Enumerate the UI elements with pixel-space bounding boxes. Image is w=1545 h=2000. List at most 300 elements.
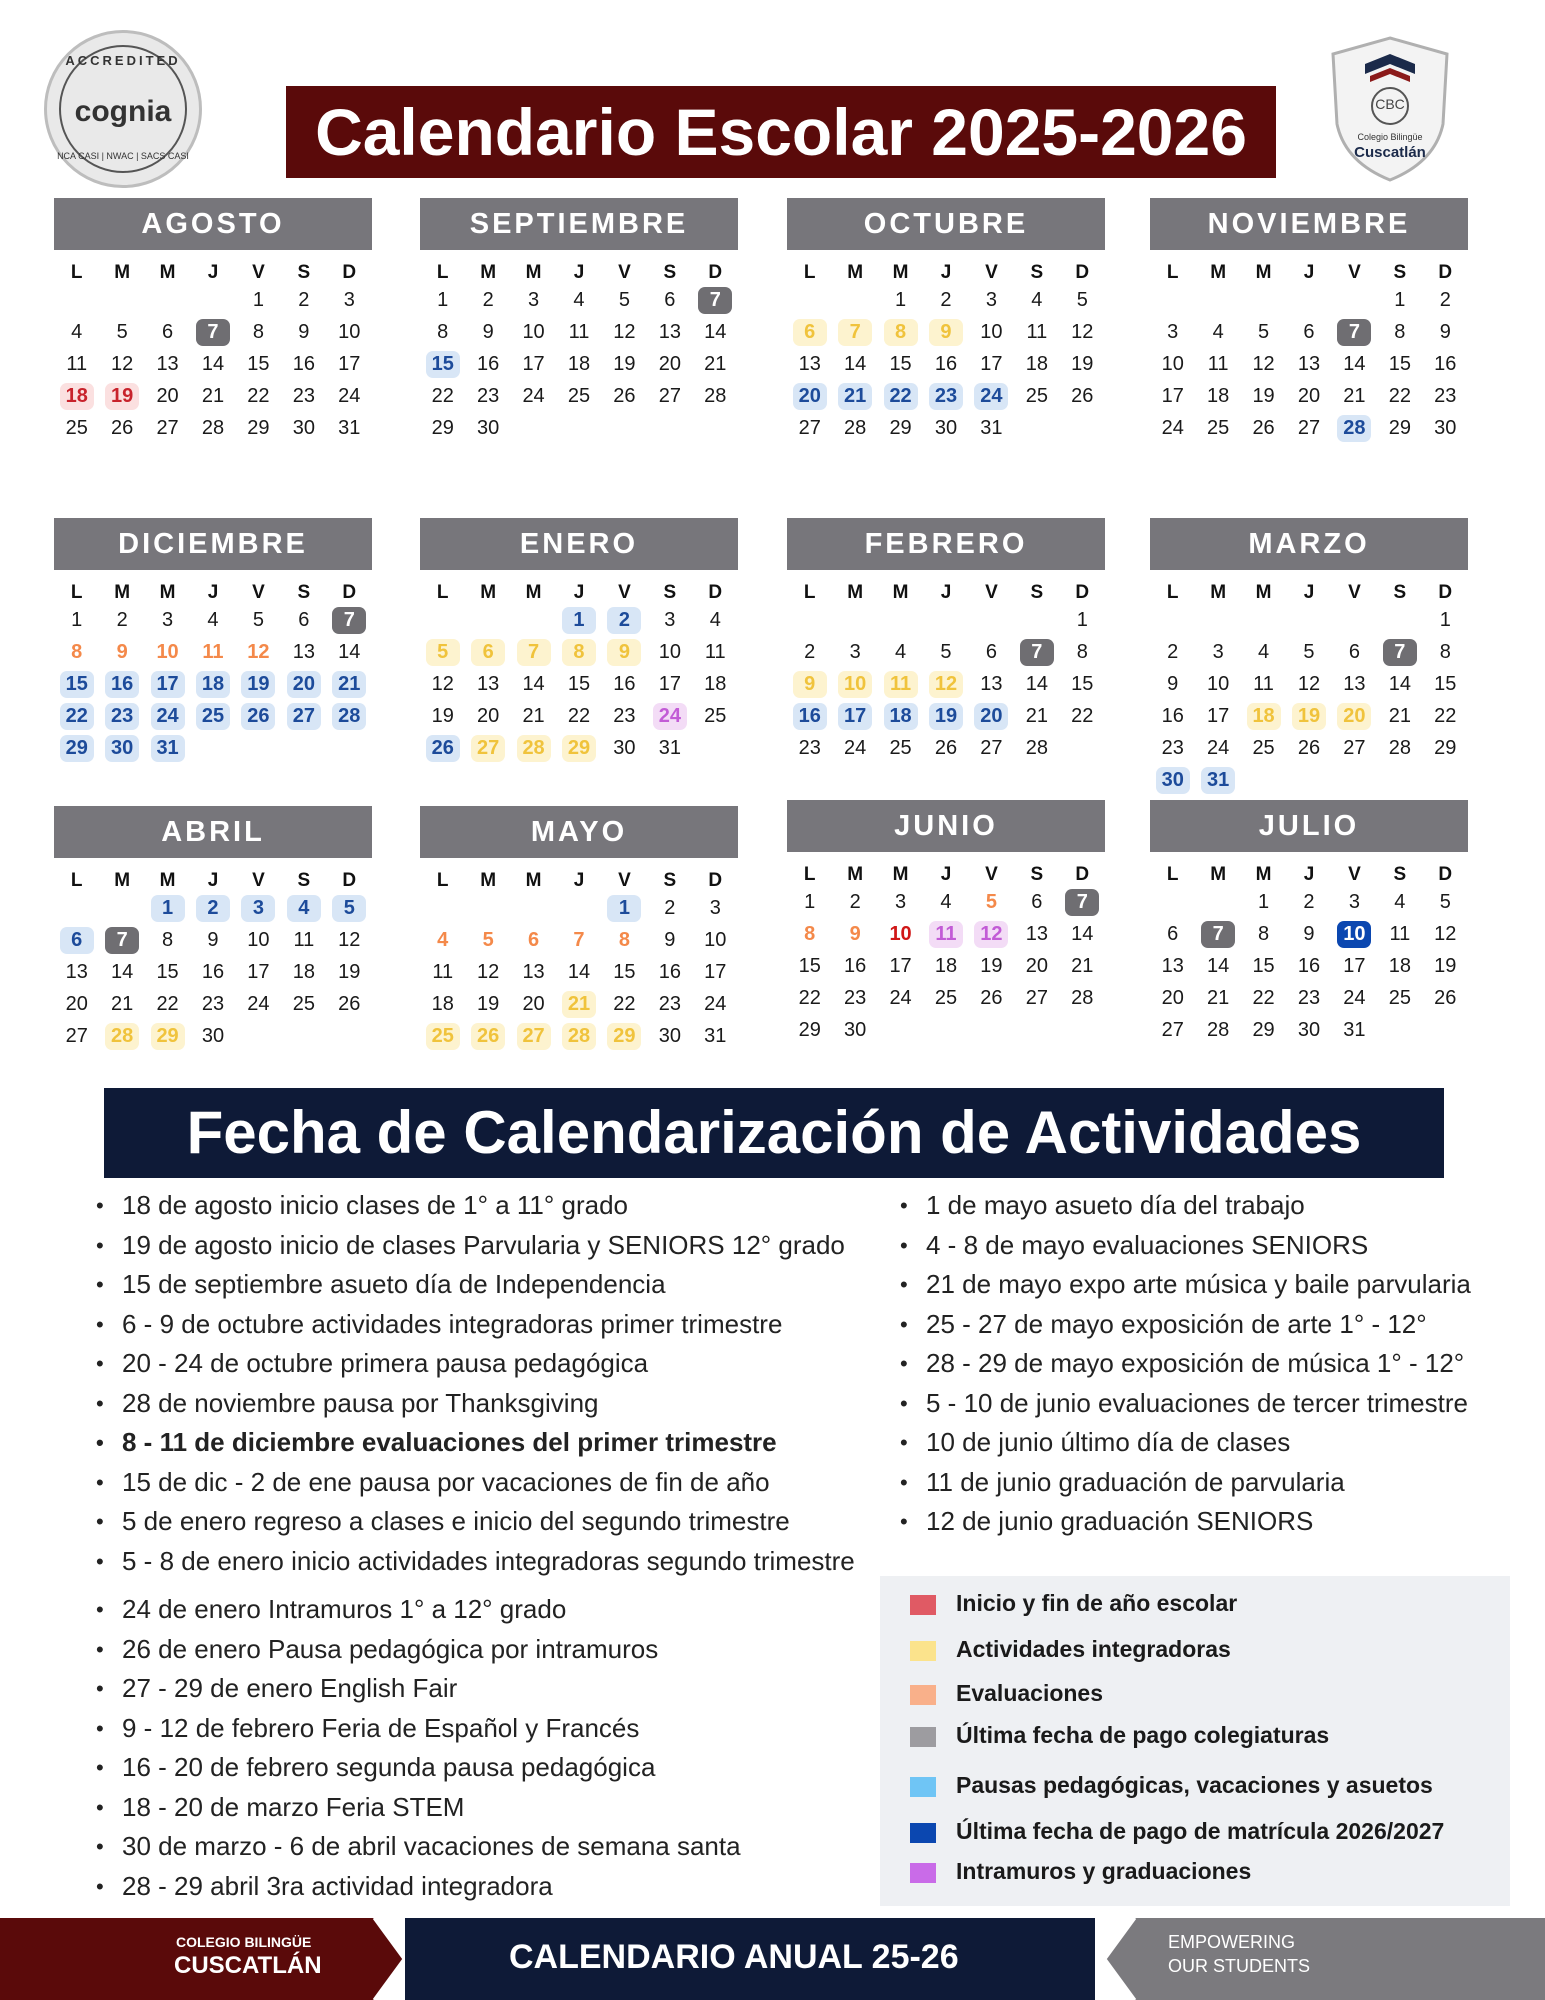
activity-item: • 27 - 29 de enero English Fair xyxy=(96,1669,741,1709)
day-number: 10 xyxy=(658,640,681,663)
day-number: 3 xyxy=(1348,890,1360,913)
legend-swatch xyxy=(910,1641,936,1661)
day-number: 17 xyxy=(889,954,912,977)
day-number: 4 xyxy=(709,608,721,631)
day-number: 18 xyxy=(1025,352,1048,375)
day-number: 20 xyxy=(287,671,321,698)
day-number: 27 xyxy=(1025,986,1048,1009)
day-number: 19 xyxy=(980,954,1003,977)
day-number: 14 xyxy=(111,960,134,983)
day-cell xyxy=(54,636,99,668)
day-cell xyxy=(969,636,1014,668)
day-number: 6 xyxy=(664,288,676,311)
day-cell xyxy=(420,412,465,444)
day-number: 16 xyxy=(1161,704,1184,727)
day-number: 13 xyxy=(980,672,1003,695)
day-cell xyxy=(602,1020,647,1052)
weekday-label: D xyxy=(1438,582,1453,603)
day-number: 9 xyxy=(838,921,872,948)
empty-cell xyxy=(1377,604,1422,636)
month-header: DICIEMBRE xyxy=(54,518,372,570)
day-number: 23 xyxy=(1297,986,1321,1009)
day-cell xyxy=(693,348,738,380)
day-number: 28 xyxy=(844,416,867,439)
day-cell xyxy=(145,604,190,636)
day-cell xyxy=(1014,348,1059,380)
day-cell xyxy=(465,732,510,764)
day-number: 11 xyxy=(1207,352,1229,375)
day-cell xyxy=(511,316,556,348)
day-number: 15 xyxy=(156,960,179,983)
day-number: 7 xyxy=(1383,639,1417,666)
legend-label: Evaluaciones xyxy=(956,1680,1104,1706)
day-cell xyxy=(1150,380,1195,412)
empty-cell xyxy=(878,604,923,636)
day-number: 19 xyxy=(338,960,361,983)
day-cell xyxy=(465,700,510,732)
day-number: 19 xyxy=(1292,703,1326,730)
days-grid xyxy=(420,604,738,764)
day-cell xyxy=(1241,886,1286,918)
day-cell xyxy=(693,316,738,348)
day-number: 23 xyxy=(658,992,681,1015)
day-cell xyxy=(327,668,372,700)
day-cell xyxy=(878,668,923,700)
day-number: 3 xyxy=(162,608,174,631)
day-cell xyxy=(1241,950,1286,982)
day-cell xyxy=(54,1020,99,1052)
legend-label: Intramuros y graduaciones xyxy=(956,1858,1252,1884)
day-number: 6 xyxy=(60,927,94,954)
day-number: 31 xyxy=(1201,767,1235,794)
day-cell xyxy=(1377,886,1422,918)
day-number: 23 xyxy=(798,736,821,759)
day-number: 10 xyxy=(838,671,872,698)
day-cell xyxy=(99,604,144,636)
day-cell xyxy=(556,316,601,348)
day-cell xyxy=(145,636,190,668)
day-cell xyxy=(969,732,1014,764)
weekday-label: V xyxy=(1348,262,1361,283)
weekday-label: V xyxy=(618,582,631,603)
day-cell xyxy=(832,412,877,444)
day-number: 28 xyxy=(704,384,727,407)
day-number: 28 xyxy=(332,703,366,730)
day-cell xyxy=(1195,950,1240,982)
day-number: 2 xyxy=(298,288,310,311)
day-cell xyxy=(1423,886,1468,918)
day-cell xyxy=(281,380,326,412)
day-cell xyxy=(1150,950,1195,982)
days-grid xyxy=(1150,604,1468,796)
activity-item: • 28 - 29 abril 3ra actividad integradora xyxy=(96,1867,741,1907)
day-cell xyxy=(190,668,235,700)
day-number: 28 xyxy=(1025,736,1048,759)
day-number: 23 xyxy=(1434,384,1457,407)
month-header: MAYO xyxy=(420,806,738,858)
day-number: 26 xyxy=(613,384,636,407)
day-cell xyxy=(420,380,465,412)
empty-cell xyxy=(511,604,556,636)
day-number: 15 xyxy=(1252,954,1275,977)
day-number: 4 xyxy=(287,895,321,922)
day-number: 2 xyxy=(196,895,230,922)
day-cell xyxy=(190,348,235,380)
weekday-label: M xyxy=(114,582,131,603)
day-cell xyxy=(511,636,556,668)
day-cell xyxy=(54,732,99,764)
day-cell xyxy=(99,412,144,444)
day-cell xyxy=(832,316,877,348)
day-cell xyxy=(923,316,968,348)
day-number: 2 xyxy=(849,890,861,913)
empty-cell xyxy=(1332,604,1377,636)
day-cell xyxy=(327,380,372,412)
day-number: 30 xyxy=(658,1024,681,1047)
day-number: 14 xyxy=(338,640,361,663)
day-cell xyxy=(878,348,923,380)
day-number: 14 xyxy=(1025,672,1048,695)
day-cell xyxy=(465,668,510,700)
day-cell xyxy=(1014,700,1059,732)
day-cell xyxy=(511,668,556,700)
activity-item: • 21 de mayo expo arte música y baile parvularia xyxy=(900,1265,1471,1305)
day-cell xyxy=(99,988,144,1020)
footer-tagline-line1: EMPOWERING xyxy=(1168,1932,1296,1952)
day-number: 12 xyxy=(929,671,963,698)
day-cell xyxy=(327,956,372,988)
weekday-row xyxy=(1150,582,1468,604)
footer-arrow-icon xyxy=(360,1918,410,2000)
day-number: 1 xyxy=(151,895,185,922)
empty-cell xyxy=(1195,886,1240,918)
day-number: 24 xyxy=(889,986,912,1009)
day-cell xyxy=(832,668,877,700)
empty-cell xyxy=(1195,284,1240,316)
day-cell xyxy=(556,348,601,380)
day-number: 20 xyxy=(1297,384,1321,407)
day-number: 18 xyxy=(567,352,591,375)
legend-swatch xyxy=(910,1595,936,1615)
day-number: 5 xyxy=(1258,320,1270,343)
day-cell xyxy=(556,636,601,668)
empty-cell xyxy=(969,604,1014,636)
weekday-label: M xyxy=(1255,864,1272,885)
day-number: 5 xyxy=(1303,640,1315,663)
day-number: 30 xyxy=(1434,416,1457,439)
weekday-label: S xyxy=(1393,262,1407,283)
day-cell xyxy=(1060,348,1105,380)
day-number: 20 xyxy=(65,992,88,1015)
day-number: 25 xyxy=(1025,384,1048,407)
day-number: 3 xyxy=(985,288,997,311)
day-cell xyxy=(420,924,465,956)
day-number: 20 xyxy=(793,383,827,410)
weekday-label: V xyxy=(985,582,998,603)
day-cell xyxy=(787,732,832,764)
day-number: 29 xyxy=(798,1018,821,1041)
day-cell xyxy=(1014,982,1059,1014)
empty-cell xyxy=(99,284,144,316)
weekday-label: S xyxy=(297,870,311,891)
day-number: 16 xyxy=(934,352,958,375)
day-cell xyxy=(465,348,510,380)
day-cell xyxy=(465,412,510,444)
day-number: 29 xyxy=(607,1023,641,1050)
weekday-label: L xyxy=(436,582,449,603)
day-number: 11 xyxy=(929,921,963,948)
day-cell xyxy=(327,604,372,636)
day-number: 23 xyxy=(613,704,636,727)
legend-item xyxy=(910,1818,1444,1845)
day-cell xyxy=(420,348,465,380)
day-cell xyxy=(190,412,235,444)
day-cell xyxy=(647,316,692,348)
day-cell xyxy=(420,988,465,1020)
accreditation-brand: cognia xyxy=(74,95,172,128)
day-cell xyxy=(787,668,832,700)
day-number: 24 xyxy=(704,992,727,1015)
day-number: 22 xyxy=(567,704,591,727)
day-cell xyxy=(465,284,510,316)
day-cell xyxy=(787,950,832,982)
day-number: 19 xyxy=(241,671,275,698)
day-number: 10 xyxy=(1337,921,1371,948)
day-cell xyxy=(647,732,692,764)
legend-item xyxy=(910,1590,1237,1617)
weekday-label: L xyxy=(1166,262,1179,283)
weekday-label: J xyxy=(207,262,219,283)
weekday-label: J xyxy=(207,582,219,603)
day-number: 2 xyxy=(607,607,641,634)
weekday-label: S xyxy=(297,262,311,283)
day-cell xyxy=(602,636,647,668)
day-cell xyxy=(465,316,510,348)
day-number: 18 xyxy=(431,992,454,1015)
days-grid xyxy=(787,604,1105,764)
day-cell xyxy=(190,700,235,732)
day-number: 14 xyxy=(844,352,867,375)
day-number: 2 xyxy=(804,640,816,663)
day-cell xyxy=(420,636,465,668)
day-number: 18 xyxy=(934,954,958,977)
day-cell xyxy=(832,348,877,380)
day-number: 5 xyxy=(332,895,366,922)
weekday-label: L xyxy=(436,262,449,283)
day-cell xyxy=(1195,1014,1240,1046)
day-cell xyxy=(236,892,281,924)
legend xyxy=(880,1576,1510,1906)
day-cell xyxy=(878,732,923,764)
empty-cell xyxy=(420,604,465,636)
weekday-label: L xyxy=(70,582,83,603)
weekday-label: V xyxy=(618,870,631,891)
day-number: 28 xyxy=(1388,736,1411,759)
day-cell xyxy=(602,732,647,764)
day-number: 2 xyxy=(1167,640,1179,663)
weekday-label: S xyxy=(297,582,311,603)
day-cell xyxy=(145,892,190,924)
day-cell xyxy=(832,918,877,950)
day-number: 14 xyxy=(1388,672,1411,695)
day-cell xyxy=(1286,668,1331,700)
day-cell xyxy=(1241,316,1286,348)
day-cell xyxy=(1060,284,1105,316)
day-cell xyxy=(1150,316,1195,348)
day-number: 12 xyxy=(1434,922,1457,945)
day-number: 18 xyxy=(1388,954,1411,977)
day-cell xyxy=(99,700,144,732)
day-cell xyxy=(236,988,281,1020)
month-mayo xyxy=(420,806,738,1052)
day-number: 18 xyxy=(1247,703,1281,730)
activities-list-right xyxy=(900,1186,1471,1542)
day-number: 1 xyxy=(895,288,907,311)
day-number: 22 xyxy=(613,992,636,1015)
day-number: 26 xyxy=(980,986,1003,1009)
day-cell xyxy=(99,636,144,668)
day-cell xyxy=(236,412,281,444)
day-number: 26 xyxy=(111,416,134,439)
day-number: 1 xyxy=(1439,608,1451,631)
day-number: 15 xyxy=(60,671,94,698)
day-cell xyxy=(1286,982,1331,1014)
empty-cell xyxy=(556,892,601,924)
day-number: 26 xyxy=(241,703,275,730)
day-cell xyxy=(647,636,692,668)
day-cell xyxy=(511,700,556,732)
day-number: 20 xyxy=(974,703,1008,730)
day-number: 22 xyxy=(247,384,270,407)
day-cell xyxy=(281,892,326,924)
day-number: 21 xyxy=(1343,384,1366,407)
day-number: 2 xyxy=(482,288,494,311)
activity-item: • 8 - 11 de diciembre evaluaciones del primer trimestre xyxy=(96,1423,855,1463)
day-cell xyxy=(647,668,692,700)
legend-item xyxy=(910,1772,1433,1799)
day-number: 14 xyxy=(1207,954,1230,977)
day-number: 17 xyxy=(1161,384,1184,407)
day-cell xyxy=(602,668,647,700)
day-cell xyxy=(1241,636,1286,668)
weekday-row xyxy=(420,870,738,892)
day-number: 1 xyxy=(71,608,83,631)
day-cell xyxy=(1014,950,1059,982)
day-cell xyxy=(281,412,326,444)
day-cell xyxy=(878,412,923,444)
day-number: 22 xyxy=(431,384,454,407)
day-number: 28 xyxy=(105,1023,139,1050)
weekday-label: L xyxy=(803,864,816,885)
day-number: 22 xyxy=(60,703,94,730)
empty-cell xyxy=(832,284,877,316)
weekday-row xyxy=(420,262,738,284)
day-cell xyxy=(327,700,372,732)
school-logo xyxy=(1325,34,1455,184)
weekday-label: M xyxy=(525,582,542,603)
day-number: 15 xyxy=(567,672,591,695)
day-number: 30 xyxy=(201,1024,225,1047)
day-cell xyxy=(1060,316,1105,348)
day-cell xyxy=(1377,982,1422,1014)
day-cell xyxy=(281,668,326,700)
day-cell xyxy=(190,924,235,956)
day-number: 30 xyxy=(613,736,636,759)
day-number: 4 xyxy=(426,927,460,954)
month-noviembre xyxy=(1150,198,1468,444)
day-number: 9 xyxy=(105,639,139,666)
weekday-label: M xyxy=(892,582,909,603)
day-number: 13 xyxy=(798,352,821,375)
day-number: 6 xyxy=(471,639,505,666)
day-number: 15 xyxy=(798,954,821,977)
weekday-label: M xyxy=(892,262,909,283)
day-number: 6 xyxy=(1303,320,1315,343)
day-cell xyxy=(1014,284,1059,316)
day-number: 18 xyxy=(884,703,918,730)
day-cell xyxy=(832,636,877,668)
day-number: 9 xyxy=(1439,320,1451,343)
day-number: 7 xyxy=(105,927,139,954)
day-number: 11 xyxy=(66,352,88,375)
day-cell xyxy=(969,668,1014,700)
day-cell xyxy=(145,412,190,444)
day-number: 3 xyxy=(709,896,721,919)
day-number: 14 xyxy=(567,960,591,983)
day-number: 17 xyxy=(1207,704,1230,727)
day-number: 9 xyxy=(607,639,641,666)
day-number: 24 xyxy=(247,992,270,1015)
day-cell xyxy=(1014,918,1059,950)
day-cell xyxy=(1332,636,1377,668)
day-number: 21 xyxy=(201,384,225,407)
day-number: 16 xyxy=(1297,954,1321,977)
day-cell xyxy=(1423,668,1468,700)
day-number: 30 xyxy=(934,416,958,439)
day-cell xyxy=(190,380,235,412)
day-cell xyxy=(787,700,832,732)
day-cell xyxy=(511,988,556,1020)
day-cell xyxy=(787,918,832,950)
day-cell xyxy=(1241,348,1286,380)
empty-cell xyxy=(99,892,144,924)
legend-label: Pausas pedagógicas, vacaciones y asuetos xyxy=(956,1772,1433,1798)
day-number: 12 xyxy=(111,352,134,375)
weekday-label: M xyxy=(1255,262,1272,283)
activity-item: • 9 - 12 de febrero Feria de Español y Francés xyxy=(96,1709,741,1749)
day-number: 5 xyxy=(471,927,505,954)
accreditation-bottom-text: NCA CASI | NWAC | SACS CASI xyxy=(57,151,189,161)
day-cell xyxy=(420,668,465,700)
day-number: 17 xyxy=(338,352,361,375)
day-cell xyxy=(1241,1014,1286,1046)
day-cell xyxy=(1332,732,1377,764)
day-number: 21 xyxy=(1071,954,1094,977)
day-cell xyxy=(1060,636,1105,668)
day-number: 8 xyxy=(1439,640,1451,663)
day-cell xyxy=(693,1020,738,1052)
day-cell xyxy=(923,886,968,918)
day-cell xyxy=(190,316,235,348)
activity-item: • 5 - 8 de enero inicio actividades integradoras segundo trimestre xyxy=(96,1542,855,1582)
day-number: 26 xyxy=(1071,384,1094,407)
day-number: 22 xyxy=(1071,704,1094,727)
day-number: 8 xyxy=(793,921,827,948)
day-cell xyxy=(281,604,326,636)
activity-item: • 26 de enero Pausa pedagógica por intramuros xyxy=(96,1630,741,1670)
day-cell xyxy=(1195,700,1240,732)
day-cell xyxy=(923,636,968,668)
